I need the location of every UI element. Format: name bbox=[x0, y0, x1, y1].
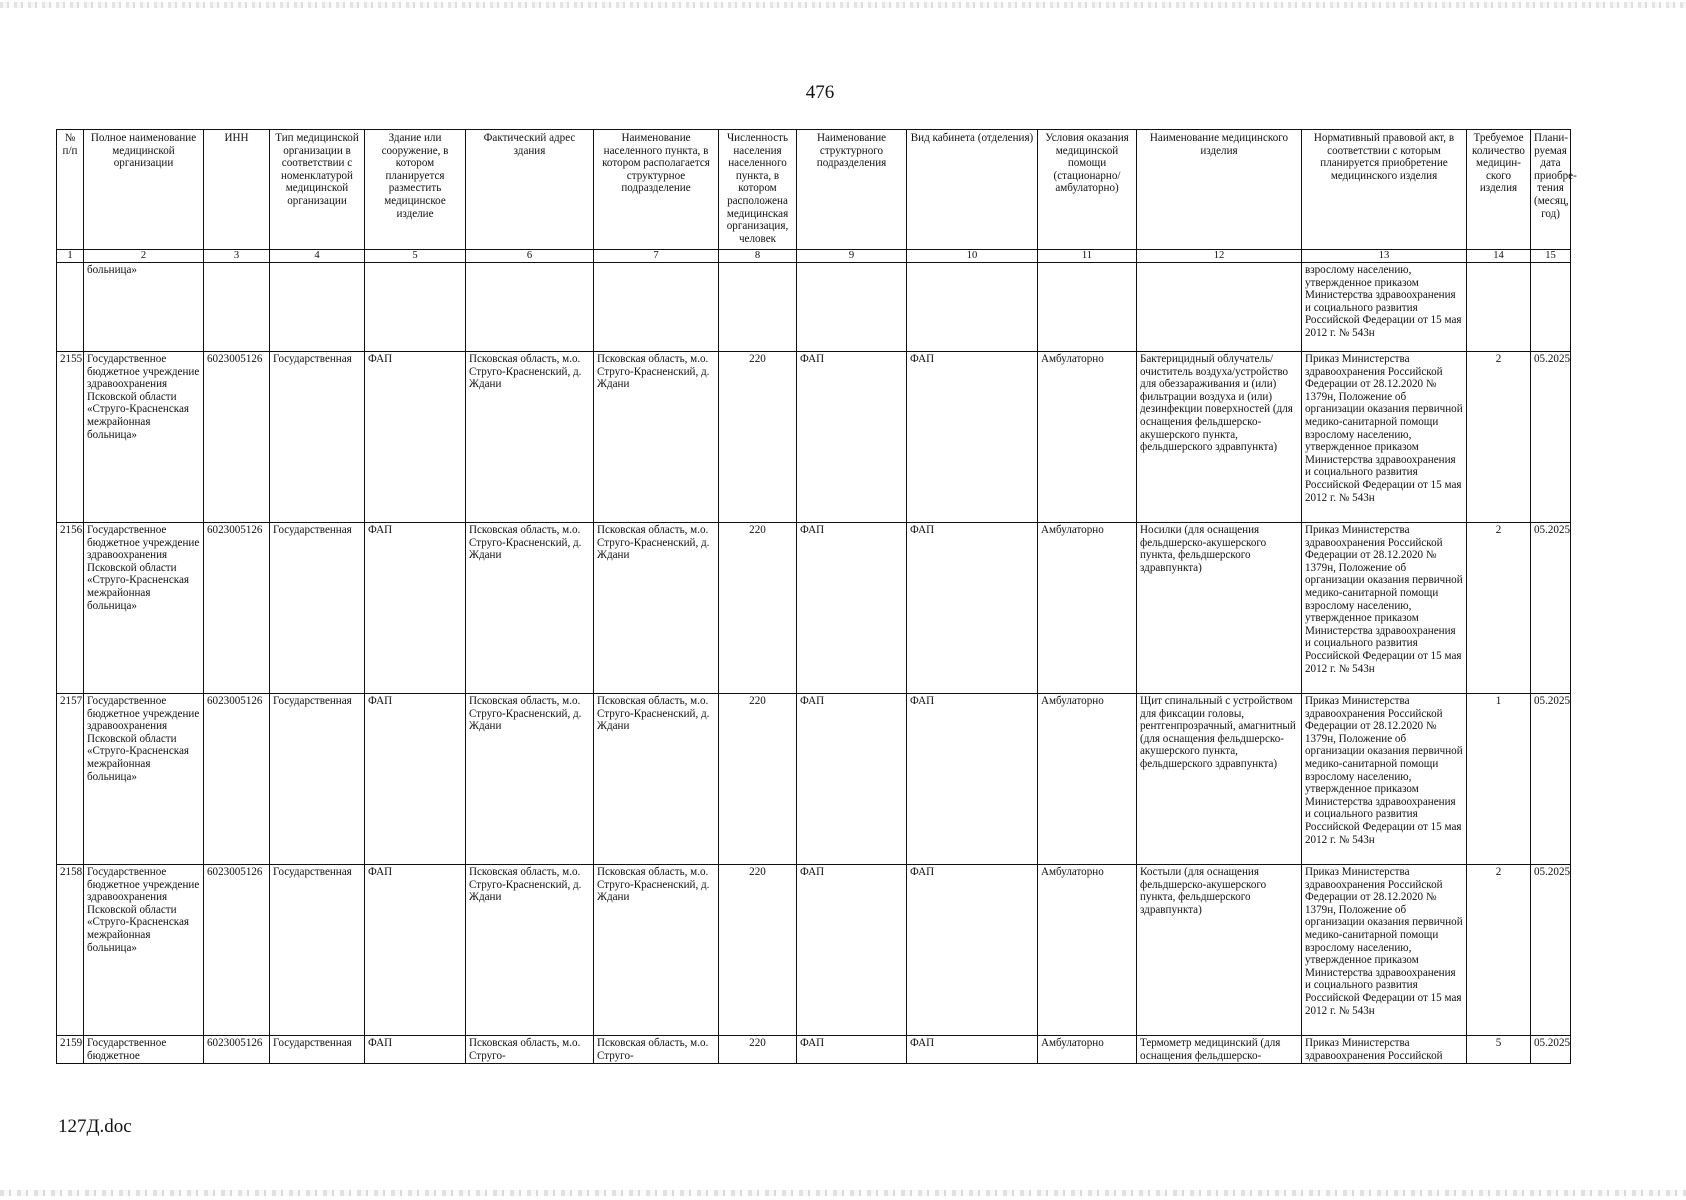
cell-device: Бактерицидный облучатель/очиститель воздуха/устройство для обеззараживания и (или) фильтрации воздуха и (или) дезинфекции поверхностей (для оснащения фельдшерско-акушерского пункта, фельдшерского здравпункта) bbox=[1137, 352, 1302, 523]
cell-legal-act: Приказ Министерства здравоохранения Российской Федерации от 28.12.2020 № 1379н, Положение об организации оказания первичной медико-санитарной помощи взрослому населению, утвержденное приказом Министерства здравоохранения и социального развития Российской Федерации от 15 мая 2012 г. № 543н bbox=[1302, 523, 1467, 694]
col-number: 1 bbox=[57, 250, 84, 263]
cell-quantity: 2 bbox=[1467, 352, 1531, 523]
continuation-row bbox=[57, 263, 1571, 352]
cell-organization: Государственное бюджетное bbox=[84, 1036, 204, 1064]
cell-date: 05.2025 bbox=[1531, 694, 1571, 865]
cell-population: 220 bbox=[719, 865, 797, 1036]
cell-date: 05.2025 bbox=[1531, 1036, 1571, 1064]
cell-inn: 6023005126 bbox=[204, 865, 270, 1036]
cell-division: ФАП bbox=[797, 1036, 907, 1064]
cell-cabinet: ФАП bbox=[907, 865, 1038, 1036]
cell-building: ФАП bbox=[365, 1036, 466, 1064]
cell-locality: Псковская область, м.о. Струго-Красненский, д. Ждани bbox=[594, 352, 719, 523]
cell-population: 220 bbox=[719, 523, 797, 694]
cell-device: Термометр медицинский (для оснащения фельдшерско- bbox=[1137, 1036, 1302, 1064]
cell-organization: Государственное бюджетное учреждение здравоохранения Псковской области «Струго-Красненская межрайонная больница» bbox=[84, 694, 204, 865]
cell-quantity: 1 bbox=[1467, 694, 1531, 865]
col-header: Вид кабинета (отделения) bbox=[907, 130, 1038, 250]
col-header: Требуемое количество медицин-ского изделия bbox=[1467, 130, 1531, 250]
cell-organization: Государственное бюджетное учреждение здравоохранения Псковской области «Струго-Красненская межрайонная больница» bbox=[84, 523, 204, 694]
cell-population: 220 bbox=[719, 694, 797, 865]
cell-building: ФАП bbox=[365, 694, 466, 865]
cell-cabinet: ФАП bbox=[907, 1036, 1038, 1064]
cell-empty bbox=[204, 263, 270, 352]
cell-building: ФАП bbox=[365, 523, 466, 694]
cell-division: ФАП bbox=[797, 352, 907, 523]
cell-quantity: 2 bbox=[1467, 865, 1531, 1036]
cell-number: 2157 bbox=[57, 694, 84, 865]
cell-org-type: Государственная bbox=[270, 694, 365, 865]
cell-date: 05.2025 bbox=[1531, 523, 1571, 694]
col-number: 15 bbox=[1531, 250, 1571, 263]
cell-locality: Псковская область, м.о. Струго-Красненский, д. Ждани bbox=[594, 523, 719, 694]
col-number: 13 bbox=[1302, 250, 1467, 263]
cell-empty bbox=[466, 263, 594, 352]
col-header: Наименование населенного пункта, в котором располагается структурное подразделение bbox=[594, 130, 719, 250]
cell-inn: 6023005126 bbox=[204, 523, 270, 694]
cell-legal-act: Приказ Министерства здравоохранения Российской Федерации от 28.12.2020 № 1379н, Положение об организации оказания первичной медико-санитарной помощи взрослому населению, утвержденное приказом Министерства здравоохранения и социального развития Российской Федерации от 15 мая 2012 г. № 543н bbox=[1302, 352, 1467, 523]
cell-legal-act: Приказ Министерства здравоохранения Российской bbox=[1302, 1036, 1467, 1064]
cell-address: Псковская область, м.о. Струго-Красненский, д. Ждани bbox=[466, 352, 594, 523]
equipment-table bbox=[56, 129, 1577, 1064]
cell-empty bbox=[1038, 263, 1137, 352]
cell-division: ФАП bbox=[797, 523, 907, 694]
cell-legal-act: Приказ Министерства здравоохранения Российской Федерации от 28.12.2020 № 1379н, Положение об организации оказания первичной медико-санитарной помощи взрослому населению, утвержденное приказом Министерства здравоохранения и социального развития Российской Федерации от 15 мая 2012 г. № 543н bbox=[1302, 865, 1467, 1036]
column-number-row bbox=[57, 250, 1571, 263]
cell-inn: 6023005126 bbox=[204, 352, 270, 523]
cell-inn: 6023005126 bbox=[204, 694, 270, 865]
cell-quantity: 5 bbox=[1467, 1036, 1531, 1064]
col-header: № п/п bbox=[57, 130, 84, 250]
col-number: 5 bbox=[365, 250, 466, 263]
col-header: Численность населения населенного пункта, в котором расположена медицинская организация, человек bbox=[719, 130, 797, 250]
cell-conditions: Амбулаторно bbox=[1038, 523, 1137, 694]
col-number: 14 bbox=[1467, 250, 1531, 263]
cell-organization: Государственное бюджетное учреждение здравоохранения Псковской области «Струго-Красненская межрайонная больница» bbox=[84, 865, 204, 1036]
col-header: ИНН bbox=[204, 130, 270, 250]
cell-empty bbox=[1137, 263, 1302, 352]
cell-address: Псковская область, м.о. Струго-Красненский, д. Ждани bbox=[466, 865, 594, 1036]
scan-edge-bottom bbox=[0, 1190, 1686, 1196]
cell-empty bbox=[57, 263, 84, 352]
cell-population: 220 bbox=[719, 1036, 797, 1064]
cell-address: Псковская область, м.о. Струго- bbox=[466, 1036, 594, 1064]
col-header: Тип медицинской организации в соответствии с номенклатурой медицинской организации bbox=[270, 130, 365, 250]
table-row bbox=[57, 865, 1571, 1036]
table-row bbox=[57, 352, 1571, 523]
cell-org-continued: больница» bbox=[84, 263, 204, 352]
cell-empty bbox=[1467, 263, 1531, 352]
cell-conditions: Амбулаторно bbox=[1038, 1036, 1137, 1064]
cell-empty bbox=[365, 263, 466, 352]
cell-device: Щит спинальный с устройством для фиксации головы, рентгенпрозрачный, амагнитный (для оснащения фельдшерско-акушерского пункта, фельдшерского здравпункта) bbox=[1137, 694, 1302, 865]
cell-address: Псковская область, м.о. Струго-Красненский, д. Ждани bbox=[466, 523, 594, 694]
cell-empty bbox=[907, 263, 1038, 352]
col-header: Наименование медицинского изделия bbox=[1137, 130, 1302, 250]
col-number: 6 bbox=[466, 250, 594, 263]
cell-building: ФАП bbox=[365, 865, 466, 1036]
page-number: 476 bbox=[805, 82, 835, 103]
scan-edge-top bbox=[0, 2, 1686, 8]
cell-device: Носилки (для оснащения фельдшерско-акушерского пункта, фельдшерского здравпункта) bbox=[1137, 523, 1302, 694]
cell-conditions: Амбулаторно bbox=[1038, 865, 1137, 1036]
cell-conditions: Амбулаторно bbox=[1038, 694, 1137, 865]
cell-cabinet: ФАП bbox=[907, 694, 1038, 865]
col-number: 9 bbox=[797, 250, 907, 263]
col-header: Фактический адрес здания bbox=[466, 130, 594, 250]
col-header: Полное наименование медицинской организации bbox=[84, 130, 204, 250]
col-header: Наименование структурного подразделения bbox=[797, 130, 907, 250]
footer-filename: 127Д.doc bbox=[58, 1116, 132, 1137]
cell-org-type: Государственная bbox=[270, 352, 365, 523]
cell-address: Псковская область, м.о. Струго-Красненский, д. Ждани bbox=[466, 694, 594, 865]
cell-division: ФАП bbox=[797, 865, 907, 1036]
cell-device: Костыли (для оснащения фельдшерско-акушерского пункта, фельдшерского здравпункта) bbox=[1137, 865, 1302, 1036]
cell-locality: Псковская область, м.о. Струго-Красненский, д. Ждани bbox=[594, 694, 719, 865]
cell-locality: Псковская область, м.о. Струго- bbox=[594, 1036, 719, 1064]
cell-act-continued: взрослому населению, утвержденное приказом Министерства здравоохранения и социального развития Российской Федерации от 15 мая 2012 г. № 543н bbox=[1302, 263, 1467, 352]
cell-inn: 6023005126 bbox=[204, 1036, 270, 1064]
col-header: Здание или сооружение, в котором планируется разместить медицинское изделие bbox=[365, 130, 466, 250]
cell-empty bbox=[594, 263, 719, 352]
cell-organization: Государственное бюджетное учреждение здравоохранения Псковской области «Струго-Красненская межрайонная больница» bbox=[84, 352, 204, 523]
cell-empty bbox=[719, 263, 797, 352]
col-number: 7 bbox=[594, 250, 719, 263]
cell-org-type: Государственная bbox=[270, 523, 365, 694]
cell-empty bbox=[797, 263, 907, 352]
cell-number: 2155 bbox=[57, 352, 84, 523]
col-number: 2 bbox=[84, 250, 204, 263]
cell-org-type: Государственная bbox=[270, 865, 365, 1036]
col-number: 11 bbox=[1038, 250, 1137, 263]
cell-cabinet: ФАП bbox=[907, 352, 1038, 523]
table-row bbox=[57, 694, 1571, 865]
header-row bbox=[57, 130, 1571, 250]
table-row bbox=[57, 1036, 1571, 1064]
col-number: 10 bbox=[907, 250, 1038, 263]
cell-division: ФАП bbox=[797, 694, 907, 865]
cell-number: 2156 bbox=[57, 523, 84, 694]
col-number: 12 bbox=[1137, 250, 1302, 263]
cell-number: 2158 bbox=[57, 865, 84, 1036]
cell-date: 05.2025 bbox=[1531, 352, 1571, 523]
cell-empty bbox=[270, 263, 365, 352]
col-header: Плани-руемая дата приобре-тения (месяц, год) bbox=[1531, 130, 1571, 250]
cell-building: ФАП bbox=[365, 352, 466, 523]
cell-legal-act: Приказ Министерства здравоохранения Российской Федерации от 28.12.2020 № 1379н, Положение об организации оказания первичной медико-санитарной помощи взрослому населению, утвержденное приказом Министерства здравоохранения и социального развития Российской Федерации от 15 мая 2012 г. № 543н bbox=[1302, 694, 1467, 865]
cell-quantity: 2 bbox=[1467, 523, 1531, 694]
cell-number: 2159 bbox=[57, 1036, 84, 1064]
col-number: 3 bbox=[204, 250, 270, 263]
cell-population: 220 bbox=[719, 352, 797, 523]
cell-conditions: Амбулаторно bbox=[1038, 352, 1137, 523]
cell-date: 05.2025 bbox=[1531, 865, 1571, 1036]
cell-locality: Псковская область, м.о. Струго-Красненский, д. Ждани bbox=[594, 865, 719, 1036]
cell-cabinet: ФАП bbox=[907, 523, 1038, 694]
col-header: Нормативный правовой акт, в соответствии с которым планируется приобретение медицинского изделия bbox=[1302, 130, 1467, 250]
col-number: 8 bbox=[719, 250, 797, 263]
cell-empty bbox=[1531, 263, 1571, 352]
table-row bbox=[57, 523, 1571, 694]
col-number: 4 bbox=[270, 250, 365, 263]
col-header: Условия оказания медицинской помощи (стационарно/ амбулаторно) bbox=[1038, 130, 1137, 250]
cell-org-type: Государственная bbox=[270, 1036, 365, 1064]
